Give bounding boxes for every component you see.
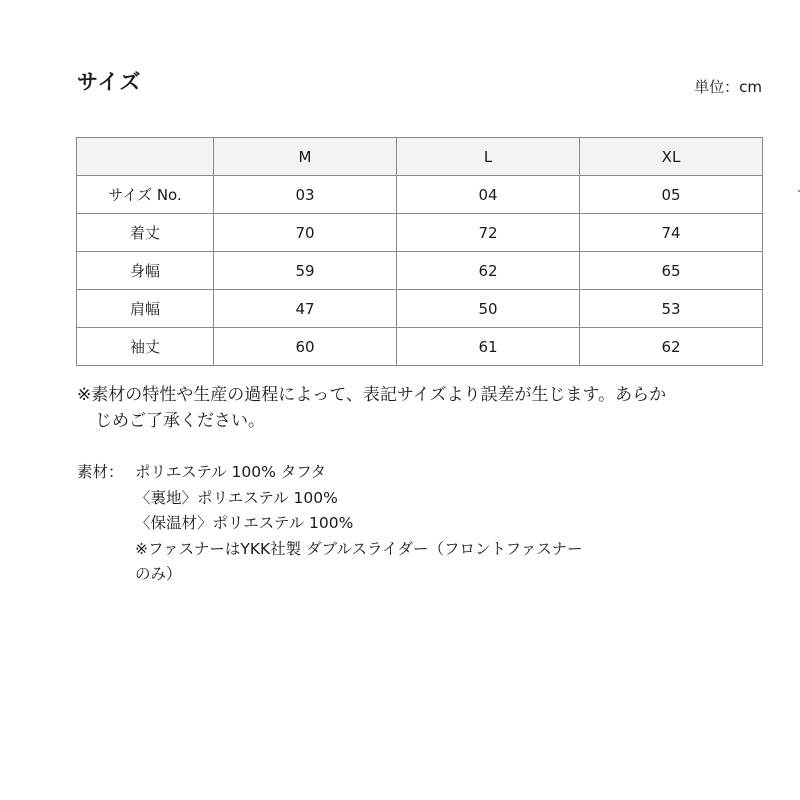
table-cell: 05	[580, 176, 763, 214]
material-line: ポリエステル 100% タフタ	[135, 463, 327, 481]
unit-label: 単位：cm	[694, 78, 762, 96]
table-cell: 59	[214, 252, 397, 290]
row-label: 身幅	[77, 252, 214, 290]
row-label: 着丈	[77, 214, 214, 252]
table-cell: 70	[214, 214, 397, 252]
table-row	[77, 252, 763, 290]
table-row	[77, 328, 763, 366]
row-label: 肩幅	[77, 290, 214, 328]
table-row	[77, 214, 763, 252]
table-cell: 62	[580, 328, 763, 366]
note-line: ※素材の特性や生産の過程によって、表記サイズより誤差が生じます。あらか	[77, 385, 667, 405]
table-header-cell: XL	[580, 138, 763, 176]
table-cell: 60	[214, 328, 397, 366]
table-row	[77, 176, 763, 214]
row-label: 袖丈	[77, 328, 214, 366]
note-line: じめご了承ください。	[95, 411, 265, 431]
table-header-cell: L	[397, 138, 580, 176]
table-cell: 74	[580, 214, 763, 252]
table-header-cell	[77, 138, 214, 176]
size-note	[77, 382, 767, 434]
size-table	[76, 137, 763, 366]
table-cell: 50	[397, 290, 580, 328]
material-label: 素材：	[77, 463, 124, 481]
row-label: サイズ No.	[77, 176, 214, 214]
page-title: サイズ	[77, 70, 142, 94]
table-header-row	[77, 138, 763, 176]
material-line: 〈裏地〉ポリエステル 100%	[135, 488, 338, 507]
material-row	[77, 460, 582, 486]
table-cell: 62	[397, 252, 580, 290]
material-line: 〈保温材〉ポリエステル 100%	[135, 514, 354, 532]
table-header-cell: M	[214, 138, 397, 176]
material-line: ※ファスナーはYKK社製 ダブルスライダー（フロントファスナー	[135, 539, 583, 558]
table-cell: 03	[214, 176, 397, 214]
table-cell: 04	[397, 176, 580, 214]
table-cell: 72	[397, 214, 580, 252]
table-cell: 61	[397, 328, 580, 366]
table-cell: 53	[580, 290, 763, 328]
table-row	[77, 290, 763, 328]
material-section	[77, 460, 582, 588]
table-cell: 65	[580, 252, 763, 290]
material-line: のみ）	[135, 565, 182, 583]
table-cell: 47	[214, 290, 397, 328]
